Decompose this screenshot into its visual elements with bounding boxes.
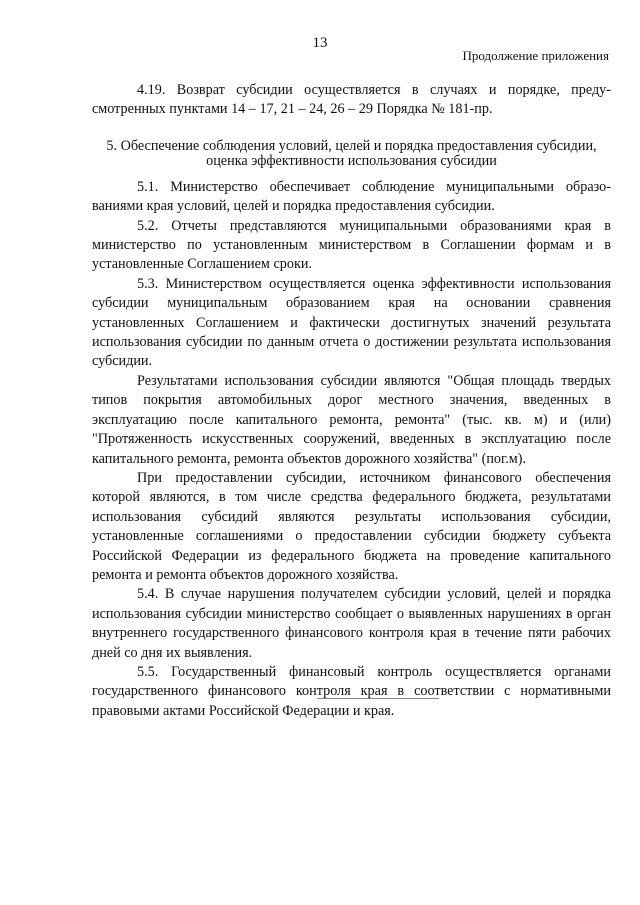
document-body	[92, 81, 611, 721]
paragraph-5-2: 5.2. Отчеты представляются муниципальными образованиями края в министерство по установленным министерством в Соглашении формам и в установленные Соглашением сроки.	[92, 217, 611, 273]
paragraph-5-1: 5.1. Министерство обеспечивает соблюдение муниципальными образованиями края условий, целей и порядка предоставления субсидии.	[92, 178, 611, 215]
end-divider-line	[317, 698, 439, 699]
continuation-label: Продолжение приложения	[462, 48, 609, 63]
paragraph-federal-funding: При предоставлении субсидии, источником финансового обеспечения которой являются, в том числе средства федерального бюджета, результатами использования субсидий являются результаты использования субсидии, установленные соглашениями о предоставлении субсидии бюджету субъекта Российской Федерации из федерального бюджета на проведение капитального ремонта и ремонта объектов дорожного хозяйства.	[92, 469, 611, 583]
paragraph-5-5: 5.5. Государственный финансовый контроль осуществляется органами государственного финансового контроля края в соответствии с нормативными правовыми актами Российской Федерации и края.	[92, 663, 611, 719]
page-number: 13	[312, 35, 328, 51]
paragraph-4-19: 4.19. Возврат субсидии осуществляется в случаях и порядке, предусмотренных пунктами 14 – 17, 21 – 24, 26 – 29 Порядка № 181-пр.	[92, 82, 611, 118]
paragraph-5-4: 5.4. В случае нарушения получателем субсидии условий, целей и порядка использования субсидии министерство сообщает о выявленных нарушениях в орган внутреннего государственного финансового контроля края в течение пяти рабочих дней со дня их выявления.	[92, 586, 611, 661]
paragraph-results: Результатами использования субсидии являются "Общая площадь твердых типов покрытия автомобильных дорог местного значения, введенных в эксплуатацию после капитального ремонта, ремонта" (тыс. кв. м) и (или) "Протяженность искусственных сооружений, введенных в эксплуатацию после капитального ремонта, ремонта объектов дорожного хозяйства" (пог.м).	[92, 372, 611, 467]
paragraph-5-3: 5.3. Министерством осуществляется оценка эффективности использования субсидии муниципальным образованием края на основании сравнения установленных Соглашением и фактически достигнутых значений результата использования субсидии по данным отчета о достижении результата использования субсидии.	[92, 275, 611, 370]
section-5-heading: 5. Обеспечение соблюдения условий, целей и порядка предоставления субсидии, оценка эффективности использования субсидии	[106, 137, 597, 169]
